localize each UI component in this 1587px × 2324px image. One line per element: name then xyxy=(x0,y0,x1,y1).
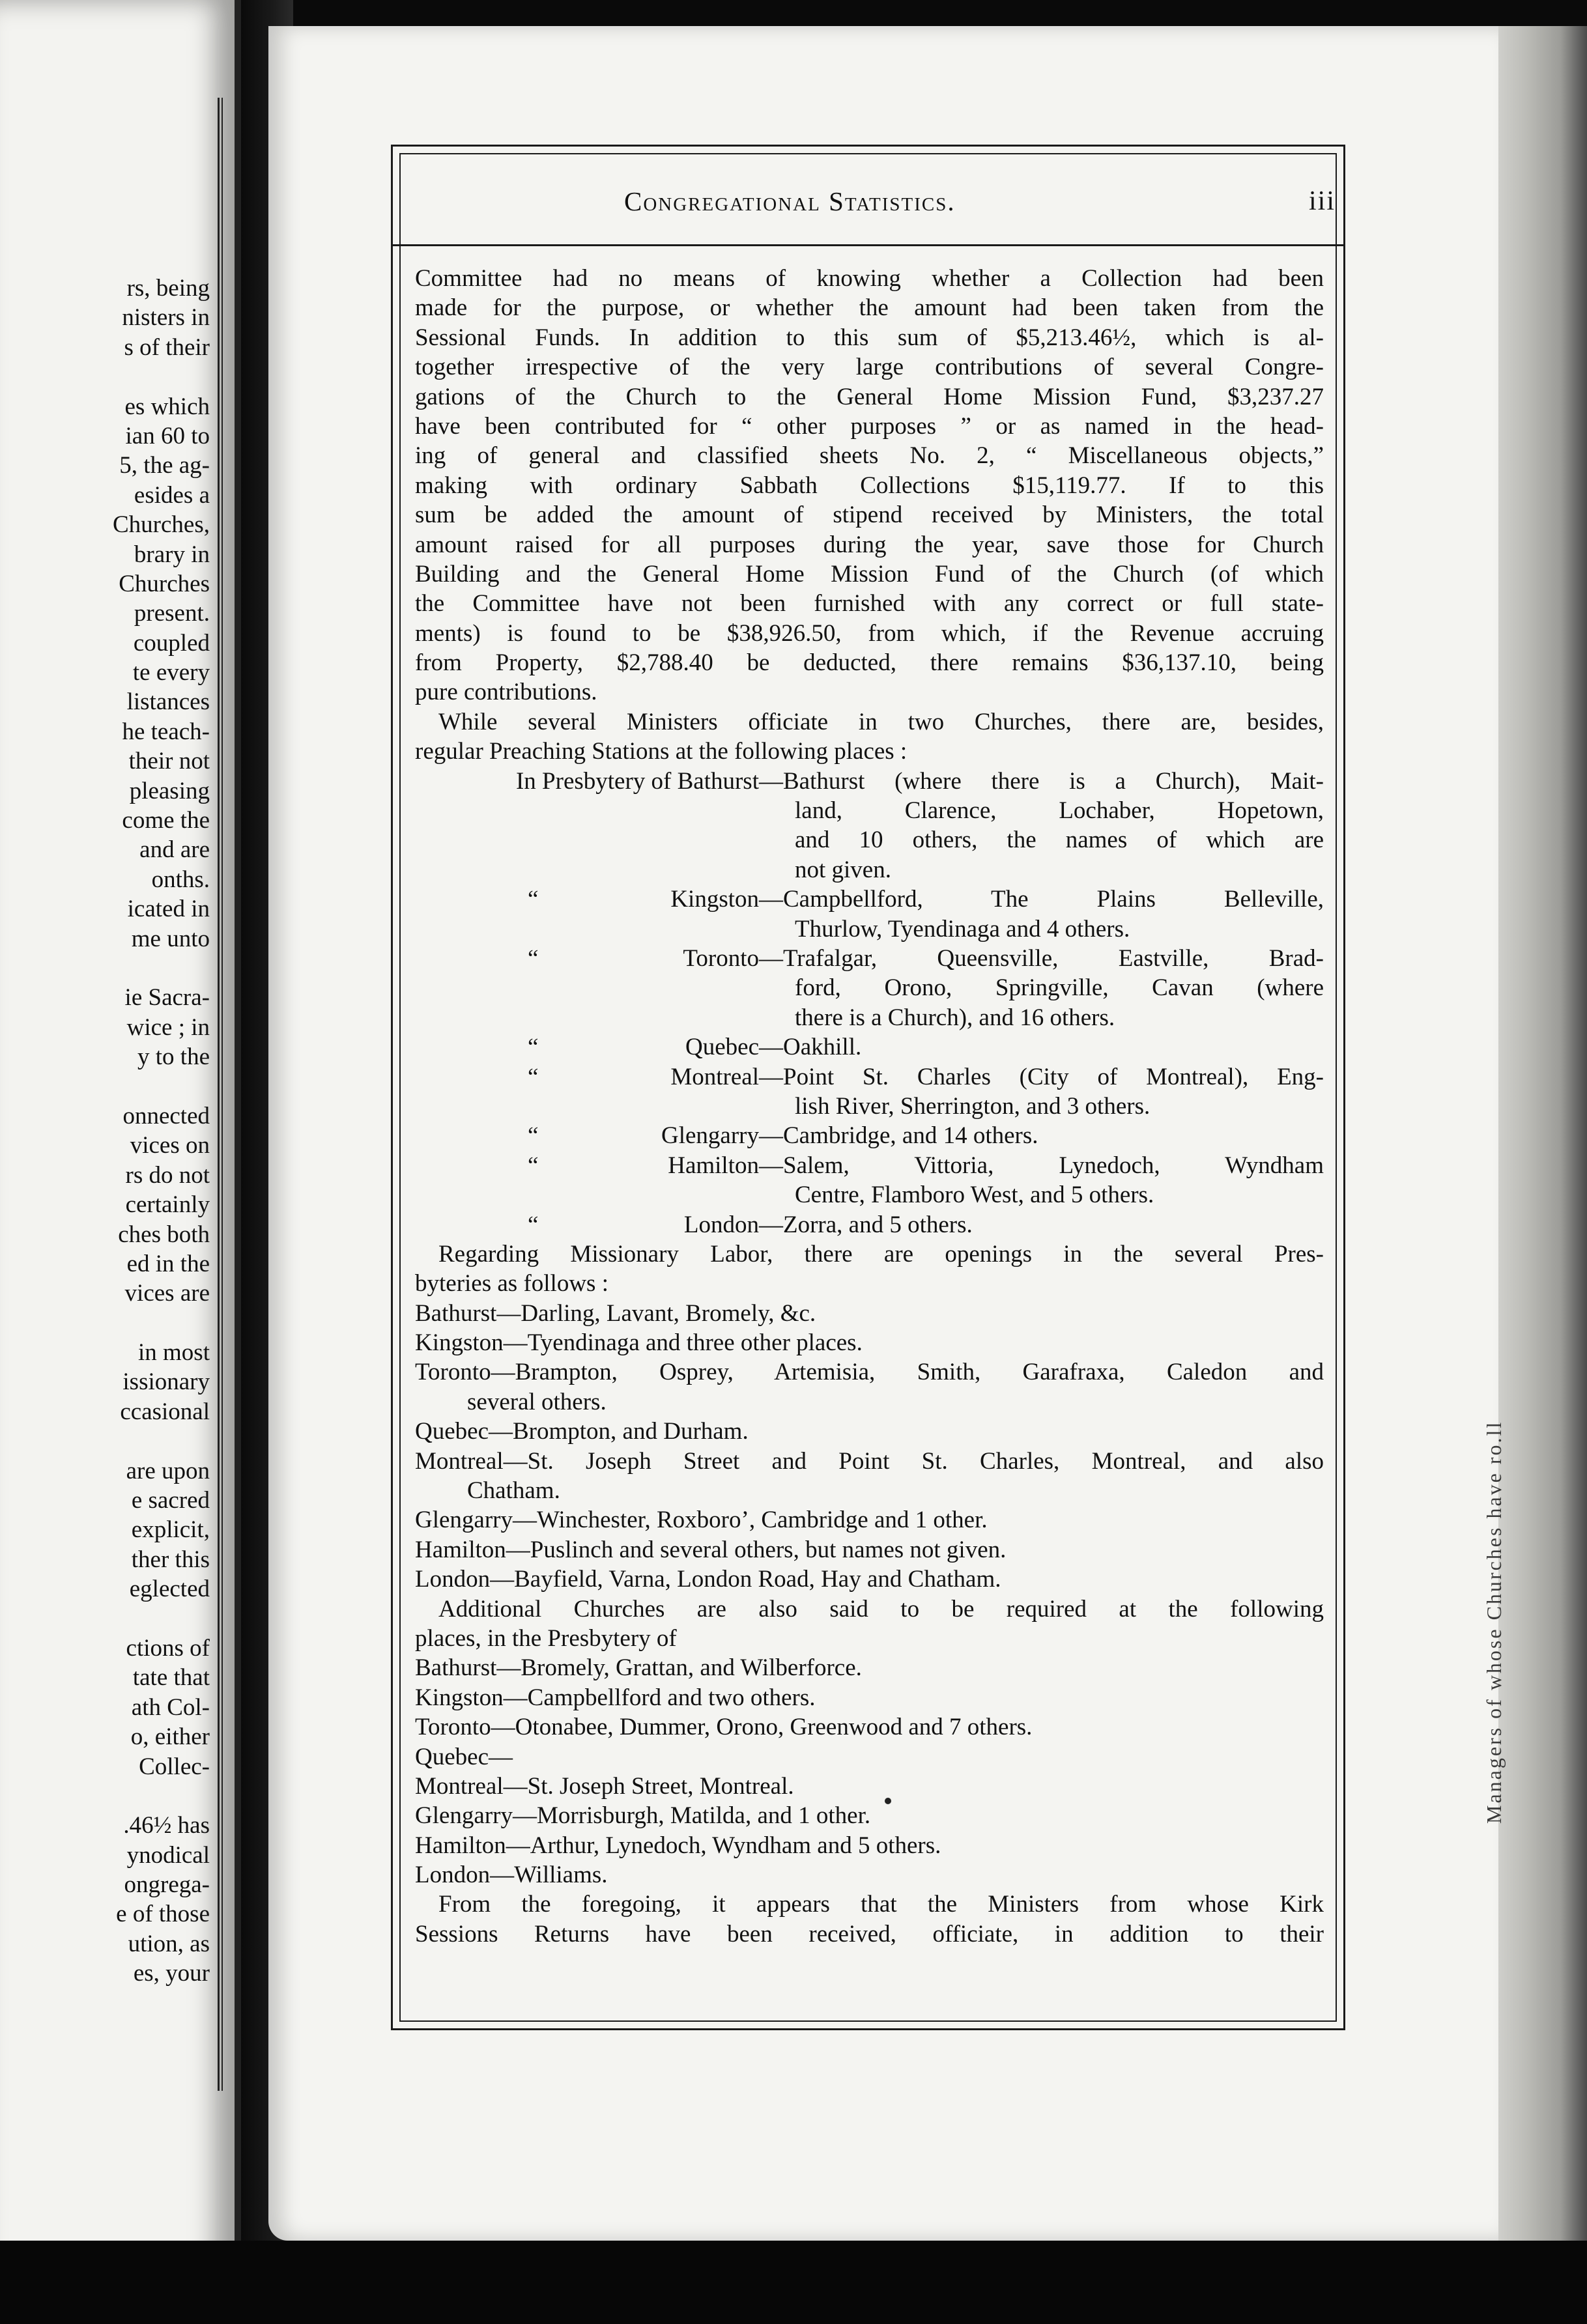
facing-page-line: eglected xyxy=(129,1576,210,1603)
facing-page-line: pleasing xyxy=(129,777,210,804)
facing-page-line: vices are xyxy=(124,1280,210,1307)
body-text xyxy=(415,264,1324,1949)
station-places: Trafalgar, Queensville, Eastville, Brad- xyxy=(783,944,1324,972)
station-places: Campbellford, The Plains Belleville, xyxy=(783,886,1324,913)
station-places: and 10 others, the names of which are xyxy=(795,827,1324,854)
paragraph-line: together irrespective of the very large contributions of several Congre- xyxy=(415,354,1324,381)
facing-page-line xyxy=(0,362,210,391)
paragraph-line: ing of general and classified sheets No. 2, “ Miscellaneous objects,” xyxy=(415,442,1324,470)
running-title: Congregational Statistics. xyxy=(624,186,956,216)
missionary-opening: Quebec—Brompton, and Durham. xyxy=(415,1418,749,1445)
ditto-mark: “ xyxy=(528,1211,539,1238)
church-required: Kingston—Campbellford and two others. xyxy=(415,1684,816,1711)
ditto-mark: “ xyxy=(528,886,539,913)
paragraph-line: Regarding Missionary Labor, there are openings in the several Pres- xyxy=(438,1240,1324,1268)
facing-page-line: ther this xyxy=(131,1546,210,1573)
preaching-station-entry xyxy=(415,944,1324,1032)
station-places: Thurlow, Tyendinaga and 4 others. xyxy=(795,915,1130,942)
ditto-mark: “ xyxy=(528,1034,539,1061)
paragraph-line: sum be added the amount of stipend received by Ministers, the total xyxy=(415,502,1324,529)
church-required: Toronto—Otonabee, Dummer, Orono, Greenwood and 7 others. xyxy=(415,1714,1033,1741)
paragraph-line: places, in the Presbytery of xyxy=(415,1624,677,1652)
facing-page-line: es which xyxy=(124,393,210,420)
facing-page-line: 5, the ag- xyxy=(119,452,210,479)
facing-page-line: their not xyxy=(128,748,210,775)
paragraph-line: Additional Churches are also said to be required at the following xyxy=(438,1595,1324,1623)
facing-page-line: e of those xyxy=(116,1901,210,1928)
missionary-opening: Glengarry—Winchester, Roxboro’, Cambridge and 1 other. xyxy=(415,1507,988,1534)
station-places: Centre, Flamboro West, and 5 others. xyxy=(795,1182,1154,1209)
facing-page-line: icated in xyxy=(127,896,210,923)
missionary-opening: Montreal—St. Joseph Street and Point St. Charles, Montreal, and also xyxy=(415,1447,1324,1475)
facing-page-line: s of their xyxy=(124,333,210,361)
scan-bottom-shadow xyxy=(0,2241,1587,2324)
presbytery-name: In Presbytery of Bathurst— xyxy=(515,767,783,795)
station-places: Bathurst (where there is a Church), Mait- xyxy=(783,767,1324,795)
preaching-station-entry xyxy=(415,885,1324,944)
preaching-station-entry xyxy=(415,767,1324,885)
facing-page-line: and are xyxy=(139,836,210,864)
facing-page-line: ian 60 to xyxy=(125,422,210,449)
ditto-mark: “ xyxy=(528,1122,539,1150)
station-places: Oakhill. xyxy=(783,1034,862,1061)
paragraph-line: While several Ministers officiate in two Churches, there are, besides, xyxy=(438,708,1324,735)
facing-page-line: ongrega- xyxy=(124,1871,210,1899)
facing-page-line: rs, being xyxy=(126,275,210,302)
facing-page-line: listances xyxy=(126,688,210,716)
facing-page-line: me unto xyxy=(131,925,210,952)
facing-page-text xyxy=(0,274,210,1989)
facing-page-line: ath Col- xyxy=(131,1693,210,1721)
preaching-station-entry xyxy=(415,1032,1324,1062)
paragraph-line: have been contributed for “ other purposes ” or as named in the head- xyxy=(415,412,1324,440)
facing-page-line: coupled xyxy=(133,629,210,657)
facing-page-line: te every xyxy=(132,659,210,687)
stray-mark xyxy=(885,1798,891,1804)
church-required: London—Williams. xyxy=(415,1862,608,1889)
running-head xyxy=(393,186,1343,231)
facing-page-line: issionary xyxy=(122,1368,210,1396)
facing-page-line: es, your xyxy=(133,1960,210,1987)
missionary-opening: Hamilton—Puslinch and several others, but names not given. xyxy=(415,1536,1007,1563)
station-places: Salem, Vittoria, Lynedoch, Wyndham xyxy=(783,1152,1324,1179)
paragraph-line: gations of the Church to the General Home Mission Fund, $3,237.27 xyxy=(415,383,1324,410)
church-required: Quebec— xyxy=(415,1743,513,1770)
missionary-opening: Bathurst—Darling, Lavant, Bromely, &c. xyxy=(415,1299,816,1327)
facing-page-line xyxy=(0,1309,210,1338)
station-places: lish River, Sherrington, and 3 others. xyxy=(795,1092,1151,1120)
facing-page-line xyxy=(0,1072,210,1101)
facing-page-line: present. xyxy=(134,600,210,627)
preaching-station-entry xyxy=(415,1062,1324,1122)
facing-page-line xyxy=(0,1604,210,1634)
church-required: Hamilton—Arthur, Lynedoch, Wyndham and 5 others. xyxy=(415,1832,941,1859)
facing-page-line: rs do not xyxy=(125,1161,210,1189)
station-places: land, Clarence, Lochaber, Hopetown, xyxy=(795,797,1324,825)
facing-page-line: esides a xyxy=(134,481,210,509)
presbytery-name: Montreal— xyxy=(670,1063,783,1090)
facing-page-line: he teach- xyxy=(122,718,210,745)
paragraph-line: Sessions Returns have been received, officiate, in addition to their xyxy=(415,1920,1324,1948)
facing-page-line: ution, as xyxy=(128,1930,210,1957)
header-rule xyxy=(393,244,1343,246)
station-places: not given. xyxy=(795,856,891,883)
paragraph-line: Committee had no means of knowing whether a Collection had been xyxy=(415,265,1324,292)
paragraph-line: From the foregoing, it appears that the Ministers from whose Kirk xyxy=(438,1891,1324,1918)
facing-page-line: ed in the xyxy=(126,1250,210,1277)
facing-page-line: onnected xyxy=(122,1102,210,1129)
preaching-station-entry xyxy=(415,1151,1324,1210)
facing-page-line: onths. xyxy=(151,866,210,893)
station-places: Cambridge, and 14 others. xyxy=(783,1122,1038,1150)
paragraph-line: ments) is found to be $38,926.50, from which, if the Revenue accruing xyxy=(415,619,1324,647)
facing-page-line: explicit, xyxy=(131,1516,210,1544)
station-places: Point St. Charles (City of Montreal), Eng- xyxy=(783,1063,1324,1090)
paragraph-line: making with ordinary Sabbath Collections $15,119.77. If to this xyxy=(415,472,1324,499)
preaching-station-entry xyxy=(415,1121,1324,1150)
church-required: Montreal—St. Joseph Street, Montreal. xyxy=(415,1772,794,1800)
facing-page-line: come the xyxy=(122,807,210,834)
presbytery-name: Glengarry— xyxy=(661,1122,783,1150)
facing-page-line: nisters in xyxy=(122,304,210,332)
facing-page-line: Churches xyxy=(119,570,210,597)
facing-page-line xyxy=(0,1426,210,1456)
facing-page-line: brary in xyxy=(134,541,210,568)
missionary-opening: several others. xyxy=(467,1388,607,1415)
facing-page-line: ynodical xyxy=(126,1841,210,1869)
facing-page-line: tate that xyxy=(132,1664,210,1692)
facing-page-line: vices on xyxy=(130,1132,210,1159)
presbytery-name: Toronto— xyxy=(683,944,783,972)
missionary-opening: Chatham. xyxy=(467,1477,560,1505)
presbytery-name: Kingston— xyxy=(670,886,783,913)
facing-page-line: ctions of xyxy=(126,1634,210,1662)
facing-page-line: wice ; in xyxy=(126,1013,210,1041)
missionary-opening: Kingston—Tyendinaga and three other places. xyxy=(415,1329,863,1357)
church-required: Bathurst—Bromely, Grattan, and Wilberforce. xyxy=(415,1654,862,1682)
ditto-mark: “ xyxy=(528,1063,539,1090)
page-number: iii xyxy=(1308,186,1336,216)
edge-text: Managers of whose Churches have ro.ll xyxy=(1482,1420,1506,1824)
presbytery-name: Quebec— xyxy=(685,1034,783,1061)
facing-page-line: .46½ has xyxy=(123,1812,210,1839)
ditto-mark: “ xyxy=(528,944,539,972)
facing-page-line: y to the xyxy=(137,1043,210,1071)
paragraph-line: from Property, $2,788.40 be deducted, there remains $36,137.10, being xyxy=(415,649,1324,677)
ditto-mark: “ xyxy=(528,1152,539,1179)
paragraph-line: Building and the General Home Mission Fund of the Church (of which xyxy=(415,560,1324,588)
church-required: Glengarry—Morrisburgh, Matilda, and 1 other. xyxy=(415,1802,871,1830)
facing-page xyxy=(0,0,241,2324)
paragraph-line: pure contributions. xyxy=(415,679,597,706)
facing-page-line: certainly xyxy=(125,1191,210,1219)
preaching-station-entry xyxy=(415,1210,1324,1240)
text-frame xyxy=(391,145,1345,2030)
station-places: Zorra, and 5 others. xyxy=(783,1211,973,1238)
facing-page-line: ccasional xyxy=(120,1398,210,1425)
missionary-opening: Toronto—Brampton, Osprey, Artemisia, Smith, Garafraxa, Caledon and xyxy=(415,1359,1324,1386)
facing-page-line: ches both xyxy=(118,1221,210,1248)
facing-page-line: e sacred xyxy=(131,1487,210,1514)
facing-page-line: in most xyxy=(138,1339,210,1367)
facing-page-line xyxy=(0,1781,210,1811)
paragraph-line: regular Preaching Stations at the following places : xyxy=(415,738,908,765)
station-places: ford, Orono, Springville, Cavan (where xyxy=(795,974,1324,1002)
facing-page-line: o, either xyxy=(130,1723,210,1751)
presbytery-name: London— xyxy=(683,1211,783,1238)
station-places: there is a Church), and 16 others. xyxy=(795,1004,1115,1031)
paragraph-line: Sessional Funds. In addition to this sum of $5,213.46½, which is al- xyxy=(415,324,1324,351)
facing-page-frame xyxy=(218,98,223,2091)
facing-page-line: are upon xyxy=(126,1457,210,1484)
facing-page-line xyxy=(0,954,210,983)
paragraph-line: made for the purpose, or whether the amount had been taken from the xyxy=(415,294,1324,322)
facing-page-line: ie Sacra- xyxy=(124,984,210,1012)
missionary-opening: London—Bayfield, Varna, London Road, Hay and Chatham. xyxy=(415,1566,1001,1593)
presbytery-name: Hamilton— xyxy=(668,1152,783,1179)
facing-page-line: Collec- xyxy=(139,1753,210,1780)
paragraph-line: byteries as follows : xyxy=(415,1270,608,1297)
paragraph-line: amount raised for all purposes during the year, save those for Church xyxy=(415,531,1324,558)
facing-page-line: Churches, xyxy=(113,511,210,539)
paragraph-line: the Committee have not been furnished with any correct or full state- xyxy=(415,590,1324,617)
